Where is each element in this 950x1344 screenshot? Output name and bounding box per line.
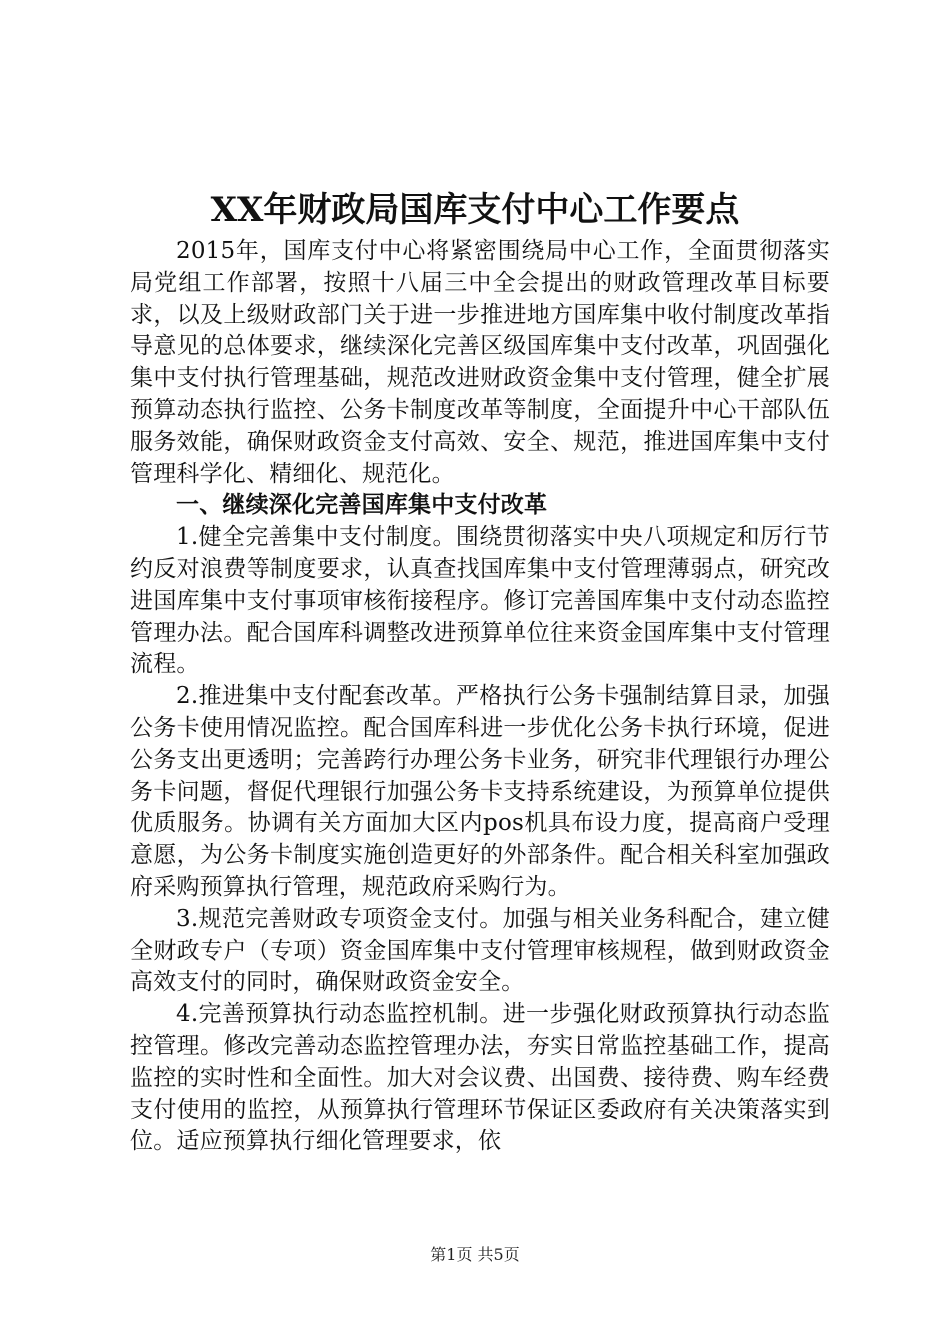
item-paragraph-1: 1.健全完善集中支付制度。围绕贯彻落实中央八项规定和厉行节约反对浪费等制度要求，认真查找国库集中支付管理薄弱点，研究改进国库集中支付事项审核衔接程序。修订完善国库集中支付动态监控管理办法。配合国库科调整改进预算单位往来资金国库集中支付管理流程。 xyxy=(130,524,830,678)
document-title: XX年财政局国库支付中心工作要点 xyxy=(210,190,740,230)
page-number-footer: 第1页 共5页 xyxy=(430,1245,520,1264)
item-paragraph-4: 4.完善预算执行动态监控机制。进一步强化财政预算执行动态监控管理。修改完善动态监控管理办法，夯实日常监控基础工作，提高监控的实时性和全面性。加大对会议费、出国费、接待费、购车经费支付使用的监控，从预算执行管理环节保证区委政府有关决策落实到位。适应预算执行细化管理要求，依 xyxy=(130,1001,830,1155)
document-body xyxy=(130,236,830,1158)
section-heading: 一、继续深化完善国库集中支付改革 xyxy=(176,492,548,519)
item-paragraph-3: 3.规范完善财政专项资金支付。加强与相关业务科配合，建立健全财政专户（专项）资金国库集中支付管理审核规程，做到财政资金高效支付的同时，确保财政资金安全。 xyxy=(130,905,830,996)
item-paragraph-2: 2.推进集中支付配套改革。严格执行公务卡强制结算目录，加强公务卡使用情况监控。配合国库科进一步优化公务卡执行环境，促进公务支出更透明；完善跨行办理公务卡业务，研究非代理银行办理公务卡问题，督促代理银行加强公务卡支持系统建设，为预算单位提供优质服务。协调有关方面加大区内pos机具布设力度，提高商户受理意愿，为公务卡制度实施创造更好的外部条件。配合相关科室加强政府采购预算执行管理，规范政府采购行为。 xyxy=(130,683,830,900)
intro-paragraph: 2015年，国库支付中心将紧密围绕局中心工作，全面贯彻落实局党组工作部署，按照十八届三中全会提出的财政管理改革目标要求，以及上级财政部门关于进一步推进地方国库集中收付制度改革指导意见的总体要求，继续深化完善区级国库集中支付改革，巩固强化集中支付执行管理基础，规范改进财政资金集中支付管理，健全扩展预算动态执行监控、公务卡制度改革等制度，全面提升中心干部队伍服务效能，确保财政资金支付高效、安全、规范，推进国库集中支付管理科学化、精细化、规范化。 xyxy=(130,238,830,487)
